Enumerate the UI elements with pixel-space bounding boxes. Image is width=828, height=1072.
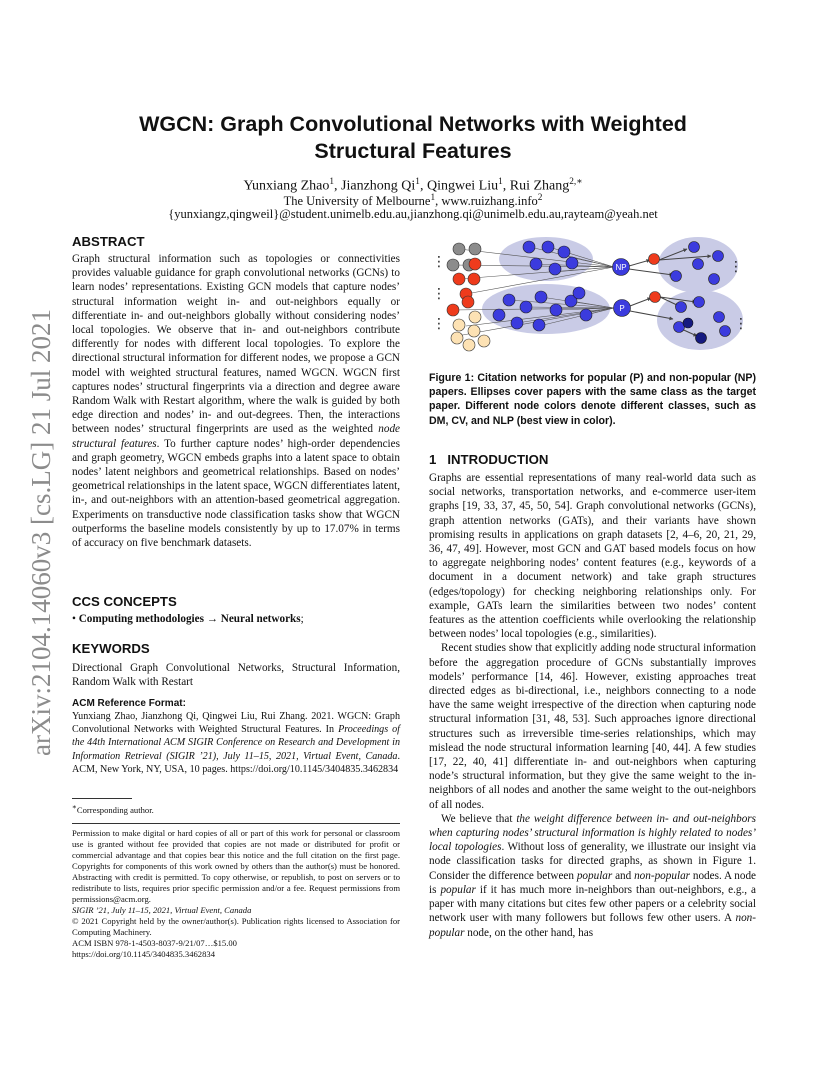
author-list: Yunxiang Zhao$^1$, Jianzhong Qi$^1$, Qingwei Liu$^1$, Rui Zhang$^{2,∗}$ bbox=[243, 177, 583, 194]
paper-title: WGCN: Graph Convolutional Networks with Weighted Structural Features bbox=[139, 112, 687, 163]
abstract-emph: node structural features bbox=[72, 423, 400, 450]
keywords-section bbox=[72, 641, 400, 689]
affiliation-name: The University of Melbourne bbox=[283, 194, 431, 209]
acm-reference-heading: ACM Reference Format: bbox=[72, 698, 186, 709]
introduction-text bbox=[429, 471, 756, 940]
abstract-section bbox=[72, 234, 400, 550]
intro-paragraph: We believe that the weight difference between in- and out-neighbors when capturing nodes’ structural information is highly related to nodes’ local topologies. Without loss of generality, we illustrate our insight via node classification tasks for directed graphs, as shown in Figure 1. Consider the difference between popular and non-popular nodes. A node is popular if it has much more in-neighbors than out-neighbors, e.g., a paper with many citations but cites few other papers or a celebrity social network user with many followers but follows few other users. A non-popular node, on the other hand, has bbox=[429, 812, 757, 939]
author-mark: 2,∗ bbox=[569, 177, 583, 187]
arxiv-stamp bbox=[12, 296, 60, 756]
acm-reference-text: Yunxiang Zhao, Jianzhong Qi, Qingwei Liu, Rui Zhang. 2021. WGCN: Graph Convolutional Networks with Weighted Structural Features. In Proceedings of the 44th International ACM SIGIR Conference on Research and Development in Information Retrieval (SIGIR ’21), July 11–15, 2021, Virtual Event, Canada. ACM, New York, NY, USA, 10 pages. https://doi.org/10.1145/3404835.3462834 bbox=[72, 711, 400, 775]
permission-isbn: ACM ISBN 978-1-4503-8037-9/21/07…$15.00 bbox=[72, 938, 237, 948]
ellipsis-dots: ⋮ bbox=[432, 254, 446, 270]
affiliation-sep: , bbox=[435, 194, 442, 209]
ccs-heading: CCS CONCEPTS bbox=[72, 594, 177, 609]
affiliation-mark: 1 bbox=[430, 193, 436, 203]
author-emails: {yunxiangz,qingweil}@student.unimelb.edu.au,jianzhong.qi@unimelb.edu.au,rayteam@yeah.net bbox=[168, 207, 658, 221]
p-node-label: P bbox=[619, 304, 625, 313]
ellipsis-dots: ⋮ bbox=[432, 316, 446, 332]
abstract-heading: ABSTRACT bbox=[72, 234, 145, 249]
introduction-heading: 1 INTRODUCTION bbox=[429, 452, 549, 467]
author-mark: 1 bbox=[498, 177, 503, 187]
abstract-text: Graph structural information such as topologies or connectivities provides valuable guidance for graph convolutional networks (GCNs) to learn nodes’ representations. Existing GCN models that capture nodes’ structural information weight in- and out-neighbors equally or differentiate in- and out-neighbors globally without considering nodes’ local topologies. We observe that in- and out-neighbors contribute differently for nodes with different local topologies. To explore the directional structural information for different nodes, we propose a GCN model with weighted structural features, named WGCN. WGCN first captures nodes’ structural fingerprints via a direction and degree aware Random Walk with Restart algorithm, where the walk is guided by both edge direction and nodes’ in- and out-degrees. Then, the interactions between nodes’ structural fingerprints are used as the weighted node structural features. To further capture nodes’ high-order dependencies and graph geometry, WGCN embeds graphs into a latent space to obtain nodes’ latent neighbors and geometrical relationships. Based on nodes’ geometrical relationships in the latent space, WGCN differentiates latent, in-, and out-neighbors with an attention-based geometrical aggregation. Experiments on transductive node classification tasks show that WGCN outperforms the baseline models consistently by up to 17.07% in terms of accuracy on five benchmark datasets. bbox=[72, 253, 400, 550]
figure-1-caption: Figure 1: Citation networks for popular (P) and non-popular (NP) papers. Ellipses cover papers with the same class as the target paper. Different node colors denote different classes, such as DM, CV, and NLP (best view in color). bbox=[429, 372, 756, 427]
permission-doi[interactable]: https://doi.org/10.1145/3404835.3462834 bbox=[72, 949, 215, 959]
arxiv-id: arXiv:2104.14060v3 [cs.LG] 21 Jul 2021 bbox=[26, 309, 56, 756]
keywords-heading: KEYWORDS bbox=[72, 641, 150, 656]
ccs-text: • Computing methodologies → Neural networks; bbox=[72, 613, 304, 625]
footnote: ∗Corresponding author. bbox=[72, 803, 154, 815]
permission-copyright: © 2021 Copyright held by the owner/author(s). Publication rights licensed to Association for Computing Machinery. bbox=[72, 916, 400, 937]
footnote-rule bbox=[72, 798, 132, 799]
affiliation-url-mark: 2 bbox=[537, 193, 543, 203]
acm-reference bbox=[72, 698, 400, 776]
author-name: Qingwei Liu bbox=[426, 178, 499, 194]
np-node-label: NP bbox=[615, 263, 627, 272]
author-mark: 1 bbox=[415, 177, 420, 187]
figure-1-caption-block bbox=[429, 371, 756, 428]
permission-text: Permission to make digital or hard copies of all or part of this work for personal or classroom use is granted without fee provided that copies are not made or distributed for profit or commercial advantage and that copies bear this notice and the full citation on the first page. Copyrights for components of this work owned by others than the author(s) must be honored. Abstracting with credit is permitted. To copy otherwise, or republish, to post on servers or to redistribute to lists, requires prior specific permission and/or a fee. Request permissions from permissions@acm.org. bbox=[72, 828, 400, 904]
affiliation-url[interactable]: www.ruizhang.info bbox=[441, 194, 538, 209]
ccs-section bbox=[72, 594, 400, 626]
intro-paragraph: Graphs are essential representations of many real-world data such as social networks, transportation networks, and e-commerce user-item graphs [19, 33, 37, 45, 50, 54]. Graph convolutional networks (GCNs), graph attention networks (GATs), and their variants have shown promising results in applications on graph datasets [2, 4–6, 20, 21, 29, 36, 47, 49]. However, most GCN and GAT based models focus on how to aggregate neighboring nodes’ content features (e.g., keywords of a document in a document network) and take graph structures (edges/topology) for checking neighboring relationships only. For example, GATs learn the similarities between two nodes’ content features as the attention coefficients while overlooking the relationship between nodes’ local topologies (e.g., similarities). bbox=[429, 472, 756, 641]
permission-rule bbox=[72, 823, 400, 824]
author-name: Jianzhong Qi bbox=[341, 178, 416, 194]
figure-1 bbox=[429, 235, 756, 367]
author-mark: 1 bbox=[329, 177, 335, 187]
ellipsis-dots: ⋮ bbox=[734, 316, 748, 332]
keywords-text: Directional Graph Convolutional Networks, Structural Information, Random Walk with Restart bbox=[72, 662, 400, 689]
author-name: Rui Zhang bbox=[509, 178, 570, 194]
author-name: Yunxiang Zhao bbox=[243, 178, 330, 194]
ellipsis-dots: ⋮ bbox=[729, 259, 743, 275]
permission-block bbox=[72, 828, 400, 960]
permission-venue: SIGIR ’21, July 11–15, 2021, Virtual Event, Canada bbox=[72, 905, 252, 915]
ellipsis-dots: ⋮ bbox=[432, 286, 446, 302]
intro-paragraph: Recent studies show that explicitly adding node structural information before the aggregation procedure of GCNs substantially improves models’ performance [14, 46]. However, existing approaches treat directed edges as bi-directional, i.e., neighbors connecting to a node have the same weight irrespective of the direction when capturing node structural information [31, 48, 53]. Such approaches ignore directional structures such as irreversible time-series relationships, which may mislead the node structural information learning [40, 44]. A few studies [17, 22, 40, 41] differentiate in- and out-neighbors when capturing node’s structural information, but they give the same weight to the in-neighbors of all nodes and another the same weight to the out-neighbors of all nodes. bbox=[429, 642, 756, 811]
introduction-section bbox=[429, 452, 756, 940]
